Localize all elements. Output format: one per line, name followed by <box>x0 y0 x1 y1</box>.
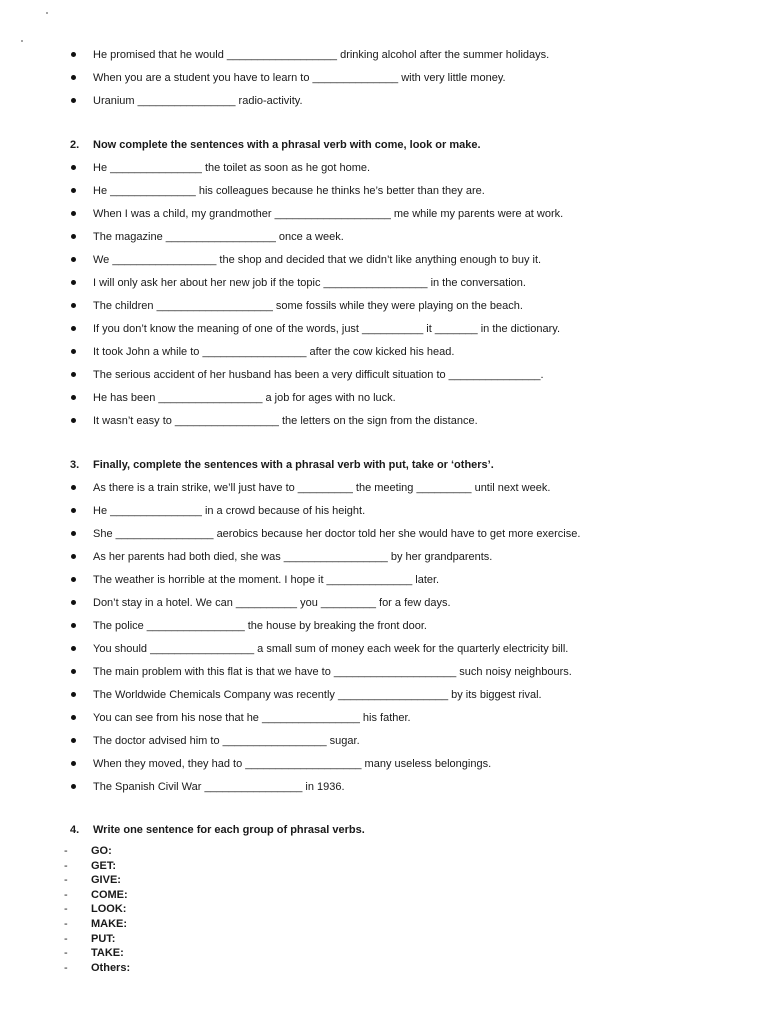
bullet-icon <box>71 508 76 513</box>
dash-marker: - <box>64 932 68 945</box>
section-heading-text: Write one sentence for each group of phrasal verbs. <box>93 824 365 836</box>
exercise-item <box>0 778 768 796</box>
exercise-item <box>0 320 768 338</box>
exercise-sentence: The children ___________________ some fossils while they were playing on the beach. <box>93 300 523 312</box>
group-label: LOOK: <box>91 903 127 916</box>
section-3-heading <box>0 456 768 474</box>
bullet-icon <box>71 257 76 262</box>
phrasal-verb-group <box>0 946 768 960</box>
group-label: COME: <box>91 888 128 901</box>
exercise-sentence: The magazine __________________ once a week. <box>93 231 344 243</box>
exercise-item <box>0 274 768 292</box>
bullet-icon <box>71 326 76 331</box>
exercise-sentence: If you don’t know the meaning of one of the words, just __________ it _______ in the dictionary. <box>93 323 561 335</box>
dash-marker: - <box>64 874 68 887</box>
exercise-sentence: The main problem with this flat is that we have to ____________________ such noisy neighbours. <box>93 666 572 678</box>
exercise-sentence: I will only ask her about her new job if the topic _________________ in the conversation. <box>93 277 526 289</box>
dash-marker: - <box>64 918 68 930</box>
exercise-item <box>0 251 768 269</box>
exercise-item <box>0 755 768 773</box>
exercise-item <box>0 92 768 110</box>
phrasal-verb-group <box>0 902 768 916</box>
exercise-sentence: He promised that he would __________________ drinking alcohol after the summer holidays. <box>93 49 550 61</box>
exercise-sentence: Don’t stay in a hotel. We can __________ you _________ for a few days. <box>93 597 451 609</box>
dash-marker: - <box>64 845 68 857</box>
exercise-sentence: The doctor advised him to _________________ sugar. <box>93 735 360 747</box>
bullet-icon <box>71 234 76 239</box>
exercise-item <box>0 46 768 64</box>
exercise-item <box>0 479 768 497</box>
exercise-sentence: As her parents had both died, she was _________________ by her grandparents. <box>93 551 493 563</box>
exercise-item <box>0 205 768 223</box>
dash-marker: - <box>64 961 68 974</box>
bullet-icon <box>71 52 76 57</box>
bullet-icon <box>71 165 76 170</box>
bullet-icon <box>71 188 76 193</box>
exercise-sentence: The serious accident of her husband has been a very difficult situation to _______________. <box>93 369 544 381</box>
exercise-sentence: The police ________________ the house by breaking the front door. <box>93 620 427 632</box>
bullet-icon <box>71 98 76 103</box>
bullet-icon <box>71 761 76 766</box>
bullet-icon <box>71 577 76 582</box>
exercise-item <box>0 343 768 361</box>
bullet-icon <box>71 75 76 80</box>
phrasal-verb-group <box>0 932 768 946</box>
exercise-item <box>0 640 768 658</box>
bullet-icon <box>71 600 76 605</box>
exercise-item <box>0 182 768 200</box>
exercise-sentence: He ______________ his colleagues because he thinks he’s better than they are. <box>93 185 485 197</box>
bullet-icon <box>71 646 76 651</box>
phrasal-verb-group <box>0 859 768 873</box>
bullet-icon <box>71 715 76 720</box>
exercise-item <box>0 594 768 612</box>
exercise-item <box>0 663 768 681</box>
group-label: GIVE: <box>91 874 121 887</box>
exercise-sentence: He _______________ the toilet as soon as he got home. <box>93 162 371 174</box>
exercise-sentence: It took John a while to _________________ after the cow kicked his head. <box>93 346 455 358</box>
exercise-item <box>0 571 768 589</box>
exercise-item <box>0 366 768 384</box>
exercise-item <box>0 732 768 750</box>
group-label: Others: <box>91 961 131 974</box>
exercise-item <box>0 709 768 727</box>
dash-marker: - <box>64 859 68 872</box>
phrasal-verb-group <box>0 888 768 902</box>
section-2-heading <box>0 136 768 154</box>
group-label: MAKE: <box>91 918 128 930</box>
group-label: TAKE: <box>91 947 124 960</box>
phrasal-verb-group <box>0 873 768 887</box>
exercise-sentence: The Worldwide Chemicals Company was recently __________________ by its biggest rival. <box>93 689 542 701</box>
bullet-icon <box>71 692 76 697</box>
exercise-item <box>0 686 768 704</box>
bullet-icon <box>71 485 76 490</box>
exercise-item <box>0 389 768 407</box>
bullet-icon <box>71 418 76 423</box>
exercise-item <box>0 69 768 87</box>
exercise-item <box>0 159 768 177</box>
exercise-sentence: The Spanish Civil War ________________ in 1936. <box>93 781 345 793</box>
exercise-sentence: It wasn’t easy to _________________ the letters on the sign from the distance. <box>93 415 478 427</box>
bullet-icon <box>71 623 76 628</box>
dash-marker: - <box>64 888 68 901</box>
exercise-sentence: Uranium ________________ radio-activity. <box>93 95 303 107</box>
exercise-sentence: He _______________ in a crowd because of his height. <box>93 505 366 517</box>
bullet-icon <box>71 554 76 559</box>
bullet-icon <box>71 211 76 216</box>
section-4-heading <box>0 821 768 839</box>
bullet-icon <box>71 349 76 354</box>
phrasal-verb-group <box>0 844 768 858</box>
section-number: 3. <box>70 459 80 471</box>
phrasal-verb-group <box>0 917 768 931</box>
bullet-icon <box>71 372 76 377</box>
phrasal-verb-group <box>0 961 768 975</box>
group-label: PUT: <box>91 932 116 945</box>
section-heading-text: Finally, complete the sentences with a phrasal verb with put, take or ‘others’. <box>93 459 494 471</box>
exercise-sentence: When they moved, they had to ___________________ many useless belongings. <box>93 758 492 770</box>
exercise-sentence: We _________________ the shop and decided that we didn’t like anything enough to buy it. <box>93 254 542 266</box>
exercise-sentence: As there is a train strike, we’ll just have to _________ the meeting _________ until next week. <box>93 482 551 494</box>
bullet-icon <box>71 303 76 308</box>
exercise-sentence: When I was a child, my grandmother ___________________ me while my parents were at work. <box>93 208 564 220</box>
bullet-icon <box>71 280 76 285</box>
exercise-item <box>0 228 768 246</box>
bullet-icon <box>71 669 76 674</box>
group-label: GO: <box>91 845 112 857</box>
exercise-item <box>0 548 768 566</box>
bullet-icon <box>71 738 76 743</box>
section-heading-text: Now complete the sentences with a phrasal verb with come, look or make. <box>93 139 481 151</box>
dash-marker: - <box>64 903 68 916</box>
exercise-item <box>0 525 768 543</box>
exercise-sentence: When you are a student you have to learn to ______________ with very little money. <box>93 72 506 84</box>
exercise-sentence: He has been _________________ a job for ages with no luck. <box>93 392 396 404</box>
dash-marker: - <box>64 947 68 960</box>
exercise-sentence: The weather is horrible at the moment. I hope it ______________ later. <box>93 574 440 586</box>
bullet-icon <box>71 531 76 536</box>
scan-speck <box>21 40 23 42</box>
section-number: 2. <box>70 139 80 151</box>
group-label: GET: <box>91 859 117 872</box>
bullet-icon <box>71 784 76 789</box>
exercise-sentence: You can see from his nose that he ________________ his father. <box>93 712 411 724</box>
bullet-icon <box>71 395 76 400</box>
scan-speck <box>46 12 48 14</box>
exercise-item <box>0 297 768 315</box>
exercise-item <box>0 617 768 635</box>
section-number: 4. <box>70 824 80 836</box>
exercise-sentence: You should _________________ a small sum of money each week for the quarterly electricity bill. <box>93 643 569 655</box>
exercise-item <box>0 412 768 430</box>
exercise-item <box>0 502 768 520</box>
exercise-sentence: She ________________ aerobics because her doctor told her she would have to get more exercise. <box>93 528 581 540</box>
